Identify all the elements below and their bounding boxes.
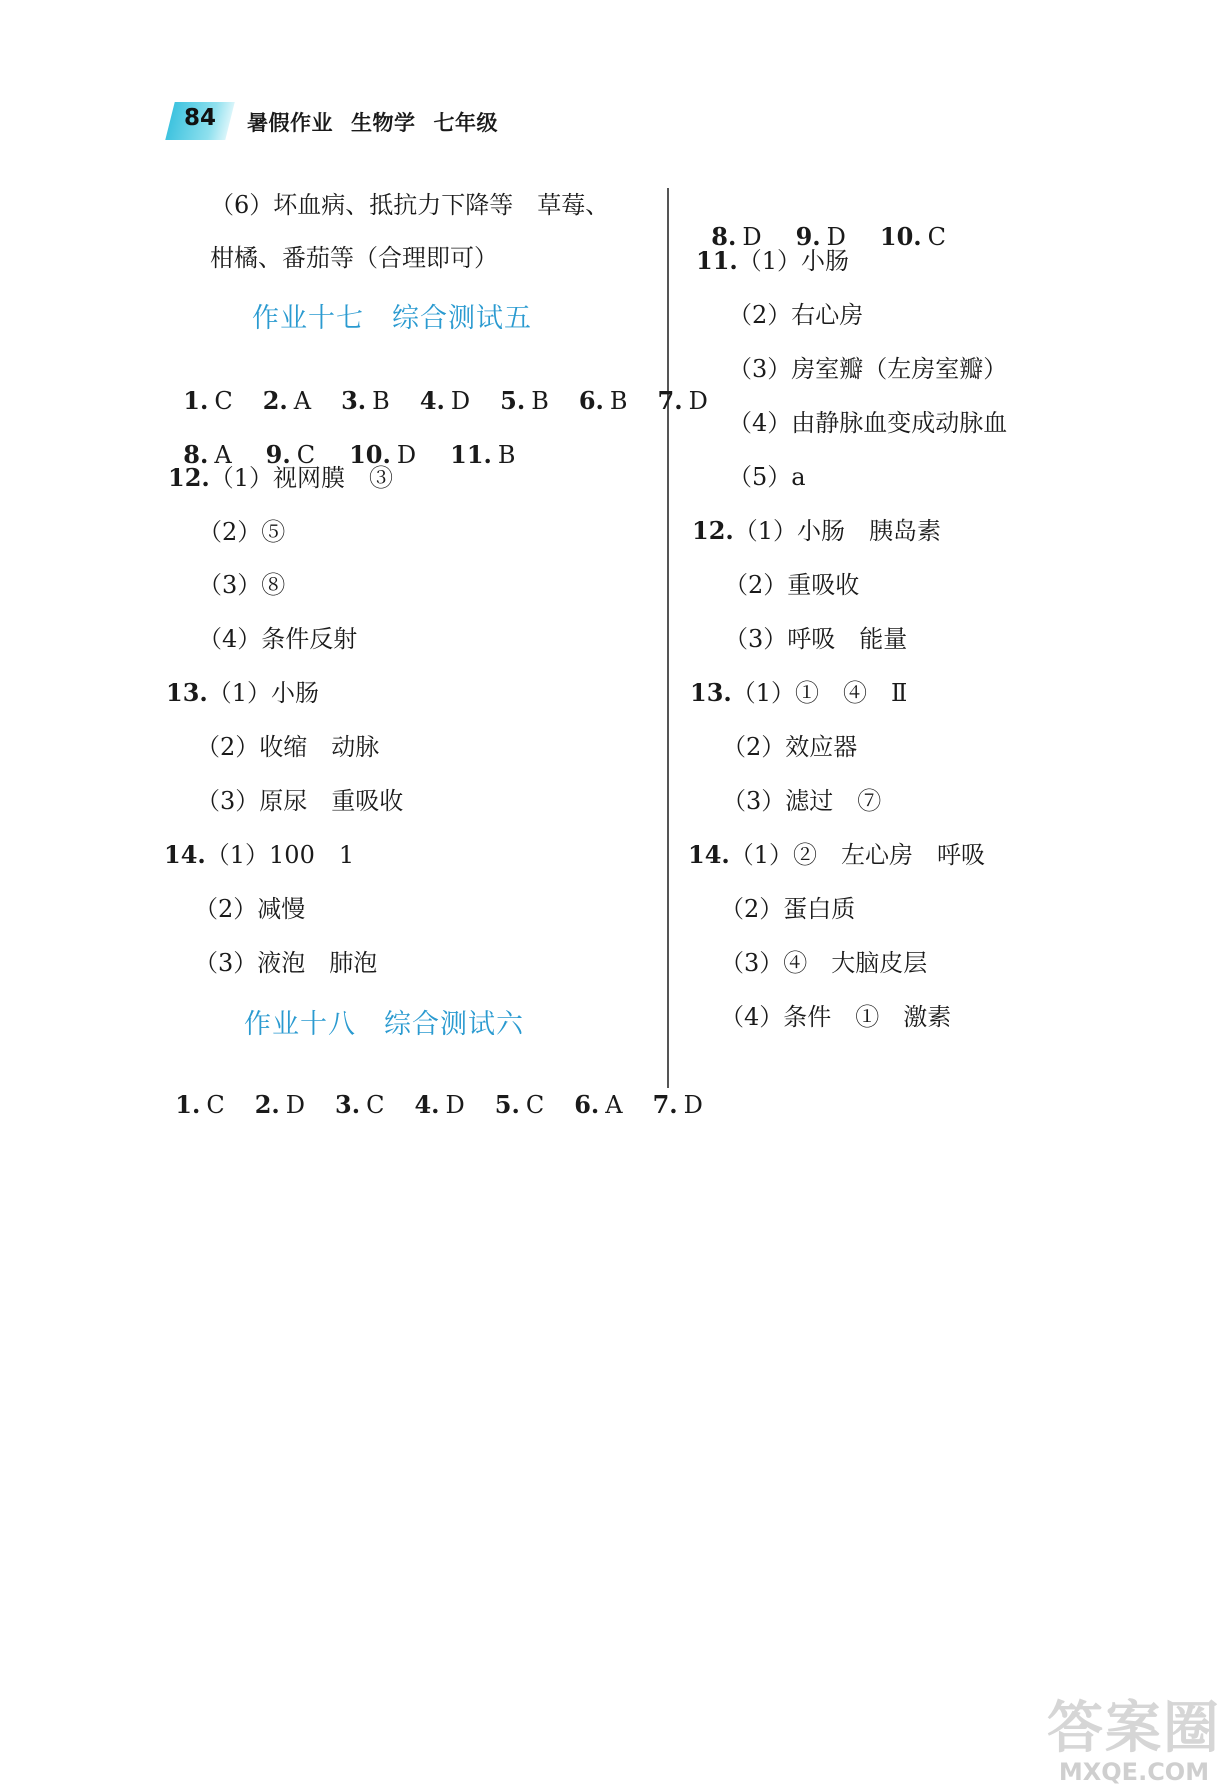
mc-answer: 9. C [265,440,316,469]
question-11-part-1: 11.（1）小肠 [696,246,850,275]
mc-answer: 1. C [183,386,233,415]
question-12-part-2: （2）⑤ [198,518,286,546]
book-title [247,107,516,137]
mc-answer: 10. D [349,440,417,469]
mc-answers-row [160,1060,703,1120]
question-11-part-3: （3）房室瓣（左房室瓣） [728,355,1008,383]
question-14-part-3: （3）④ 大脑皮层 [720,949,928,977]
question-14-part-2: （2）减慢 [194,895,306,923]
mc-answer: 7. D [657,386,708,415]
question-14-part-1: 14.（1）100 1 [164,840,355,869]
mc-answer: 10. C [879,222,947,251]
mc-answer: 11. B [450,440,516,469]
question-12-part-2: （2）重吸收 [724,571,860,599]
question-12-part-4: （4）条件反射 [198,625,358,653]
mc-answer: 1. C [175,1090,225,1119]
mc-answer: 9. D [795,222,846,251]
mc-answer: 8. A [183,440,232,469]
question-14-part-3: （3）液泡 肺泡 [194,949,378,977]
question-13-part-1: 13.（1）① ④ Ⅱ [690,678,908,707]
mc-answer: 4. D [419,386,471,415]
mc-answer: 2. A [262,386,312,415]
continuation-line-1: （6）坏血病、抵抗力下降等 草莓、 [210,191,610,219]
grade-name: 七年级 [433,111,498,135]
question-14-part-2: （2）蛋白质 [720,895,856,923]
question-11-part-4: （4）由静脉血变成动脉血 [728,409,1008,437]
question-12-part-1: 12.（1）视网膜 ③ [168,463,394,492]
page-number: 84 [184,105,217,131]
section-title-18: 作业十八 综合测试六 [244,1009,524,1040]
mc-answer: 8. D [711,222,762,251]
mc-answer: 7. D [652,1090,703,1119]
mc-answer: 3. C [335,1090,385,1119]
question-13-part-3: （3）原尿 重吸收 [196,787,404,815]
mc-answers-row [168,410,516,470]
mc-answers-row [168,356,708,416]
mc-answer: 6. B [578,386,628,415]
mc-answer: 6. A [574,1090,623,1119]
page-header [170,102,590,142]
question-13-part-2: （2）效应器 [722,733,858,761]
mc-answer: 4. D [414,1090,465,1119]
question-13-part-3: （3）滤过 ⑦ [722,787,882,815]
question-12-part-1: 12.（1）小肠 胰岛素 [692,516,942,545]
question-13-part-1: 13.（1）小肠 [166,678,320,707]
question-12-part-3: （3）⑧ [198,571,286,599]
watermark [1047,1684,1221,1786]
subject-name: 生物学 [351,111,416,135]
question-11-part-2: （2）右心房 [728,301,864,329]
question-12-part-3: （3）呼吸 能量 [724,625,908,653]
mc-answer: 5. B [500,386,549,415]
section-title-17: 作业十七 综合测试五 [252,303,532,334]
question-11-part-5: （5）a [728,463,806,491]
watermark-url: MXQE.COM [1058,1758,1210,1786]
question-13-part-2: （2）收缩 动脉 [196,733,380,761]
column-divider [667,188,669,1088]
mc-answers-row [696,192,946,252]
series-name: 暑假作业 [247,111,333,135]
mc-answer: 5. C [494,1090,545,1119]
mc-answer: 2. D [254,1090,306,1119]
question-14-part-1: 14.（1）② 左心房 呼吸 [688,840,986,869]
mc-answer: 3. B [341,386,390,415]
continuation-line-2: 柑橘、番茄等（合理即可） [210,244,498,272]
question-14-part-4: （4）条件 ① 激素 [720,1003,952,1031]
watermark-logo: 答案圈 [1047,1696,1221,1761]
